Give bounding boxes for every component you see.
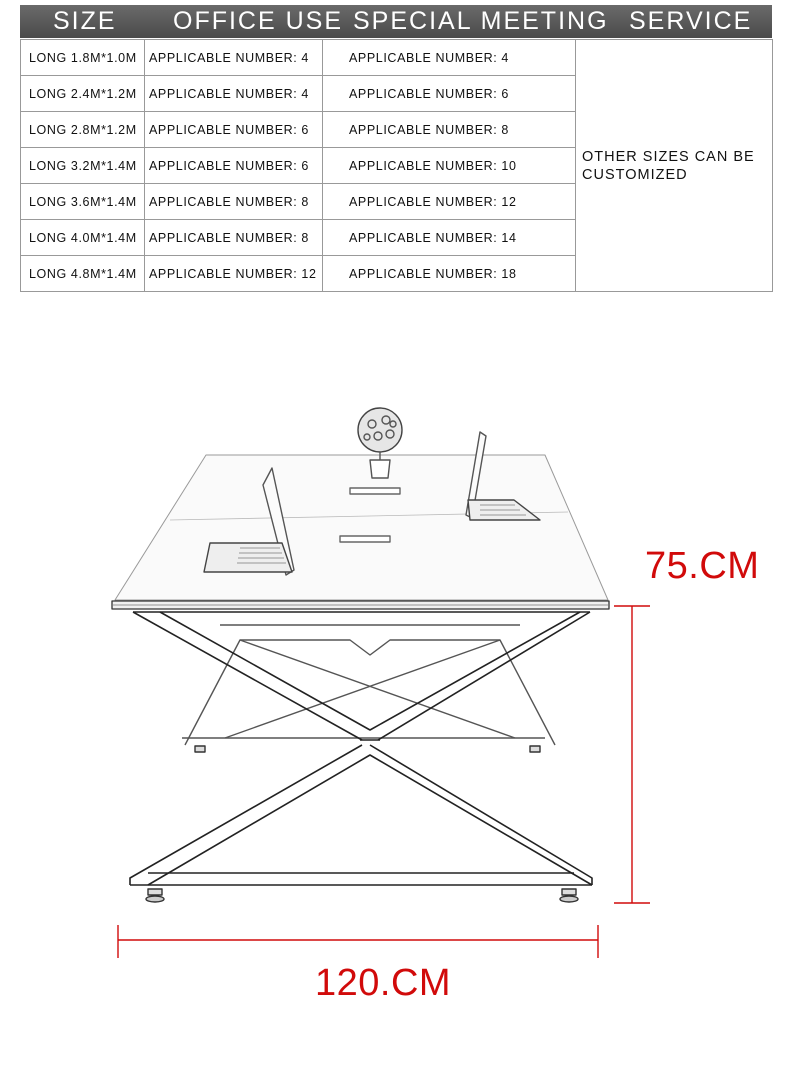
size-cell: LONG 3.6M*1.4M bbox=[21, 184, 145, 220]
service-note: OTHER SIZES CAN BE CUSTOMIZED bbox=[576, 40, 773, 292]
office-cell: APPLICABLE NUMBER: 6 bbox=[145, 112, 323, 148]
dimension-lines bbox=[118, 606, 650, 958]
size-cell: LONG 3.2M*1.4M bbox=[21, 148, 145, 184]
size-cell: LONG 2.4M*1.2M bbox=[21, 76, 145, 112]
size-cell: LONG 4.0M*1.4M bbox=[21, 220, 145, 256]
size-cell: LONG 1.8M*1.0M bbox=[21, 40, 145, 76]
meeting-cell: APPLICABLE NUMBER: 10 bbox=[323, 148, 576, 184]
meeting-cell: APPLICABLE NUMBER: 8 bbox=[323, 112, 576, 148]
office-cell: APPLICABLE NUMBER: 4 bbox=[145, 40, 323, 76]
meeting-cell: APPLICABLE NUMBER: 4 bbox=[323, 40, 576, 76]
office-cell: APPLICABLE NUMBER: 6 bbox=[145, 148, 323, 184]
size-cell: LONG 2.8M*1.2M bbox=[21, 112, 145, 148]
header-service: SERVICE bbox=[629, 7, 753, 35]
desk-feet bbox=[146, 746, 578, 902]
office-cell: APPLICABLE NUMBER: 12 bbox=[145, 256, 323, 292]
header-office-use: OFFICE USE bbox=[173, 7, 344, 35]
meeting-cell: APPLICABLE NUMBER: 6 bbox=[323, 76, 576, 112]
meeting-cell: APPLICABLE NUMBER: 12 bbox=[323, 184, 576, 220]
width-dimension-label: 120.CM bbox=[315, 962, 452, 1004]
meeting-cell: APPLICABLE NUMBER: 18 bbox=[323, 256, 576, 292]
cable-grommet bbox=[350, 488, 400, 494]
height-dimension-label: 75.CM bbox=[645, 545, 760, 587]
meeting-cell: APPLICABLE NUMBER: 14 bbox=[323, 220, 576, 256]
desk-top bbox=[112, 455, 609, 609]
office-cell: APPLICABLE NUMBER: 8 bbox=[145, 220, 323, 256]
office-cell: APPLICABLE NUMBER: 4 bbox=[145, 76, 323, 112]
header-size: SIZE bbox=[53, 7, 117, 35]
size-cell: LONG 4.8M*1.4M bbox=[21, 256, 145, 292]
office-cell: APPLICABLE NUMBER: 8 bbox=[145, 184, 323, 220]
cable-grommet bbox=[340, 536, 390, 542]
desk-frame-back bbox=[182, 625, 555, 745]
header-special-meeting: SPECIAL MEETING bbox=[353, 7, 609, 35]
